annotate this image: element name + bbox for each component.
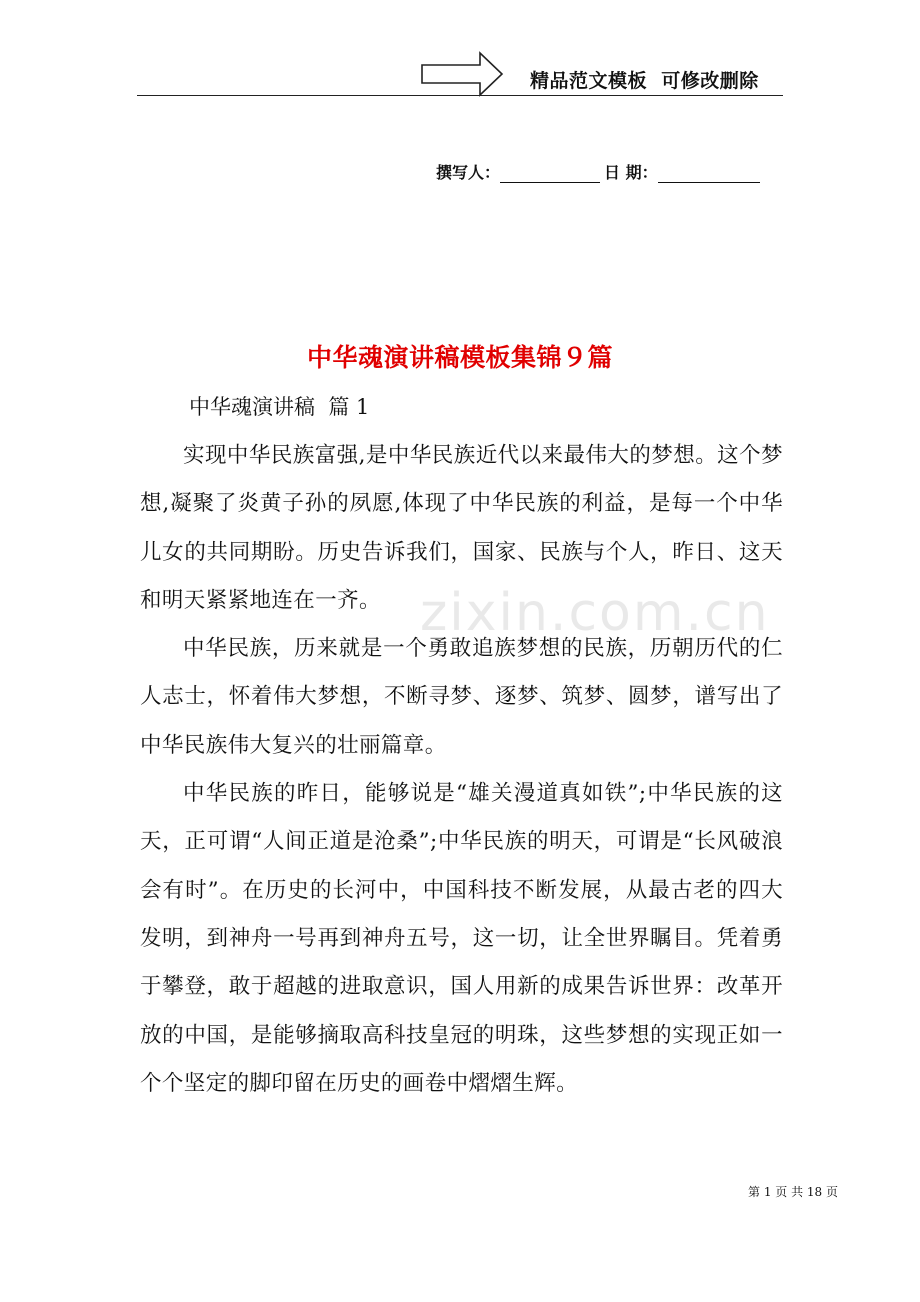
author-date-line: [436, 160, 760, 183]
document-body: [140, 432, 783, 1108]
page-number: 第 1 页 共 18 页: [748, 1185, 838, 1199]
document-title: 中华魂演讲稿模板集锦９篇: [306, 343, 613, 372]
body-paragraph: 中华民族，历来就是一个勇敢追族梦想的民族，历朝历代的仁人志士，怀着伟大梦想，不断寻梦、逐梦、筑梦、圆梦，谱写出了中华民族伟大复兴的壮丽篇章。: [140, 636, 783, 758]
author-blank-field[interactable]: [500, 164, 600, 183]
date-blank-field[interactable]: [658, 164, 760, 183]
body-paragraph: 实现中华民族富强,是中华民族近代以来最伟大的梦想。这个梦想,凝聚了炎黄子孙的夙愿,体现了中华民族的利益，是每一个中华儿女的共同期盼。历史告诉我们，国家、民族与个人，昨日、这天和明天紧紧地连在一齐。: [140, 443, 783, 613]
body-paragraph: 中华民族的昨日，能够说是“雄关漫道真如铁”;中华民族的这天，正可谓“人间正道是沧桑”;中华民族的明天，可谓是“长风破浪会有时”。在历史的长河中，中国科技不断发展，从最古老的四大发明，到神舟一号再到神舟五号，这一切，让全世界瞩目。凭着勇于攀登，敢于超越的进取意识，国人用新的成果告诉世界：改革开放的中国，是能够摘取高科技皇冠的明珠，这些梦想的实现正如一个个坚定的脚印留在历史的画卷中熠熠生辉。: [140, 781, 783, 1096]
date-label: 日 期：: [604, 163, 658, 182]
right-arrow-outline-icon: [420, 51, 504, 97]
section-heading: 中华魂演讲稿 篇 1: [189, 395, 370, 419]
header-label: 精品范文模板 可修改删除: [530, 70, 759, 92]
author-label: 撰写人：: [436, 163, 501, 182]
header-divider: [137, 95, 783, 96]
watermark: zixin.com.cn: [420, 583, 770, 643]
